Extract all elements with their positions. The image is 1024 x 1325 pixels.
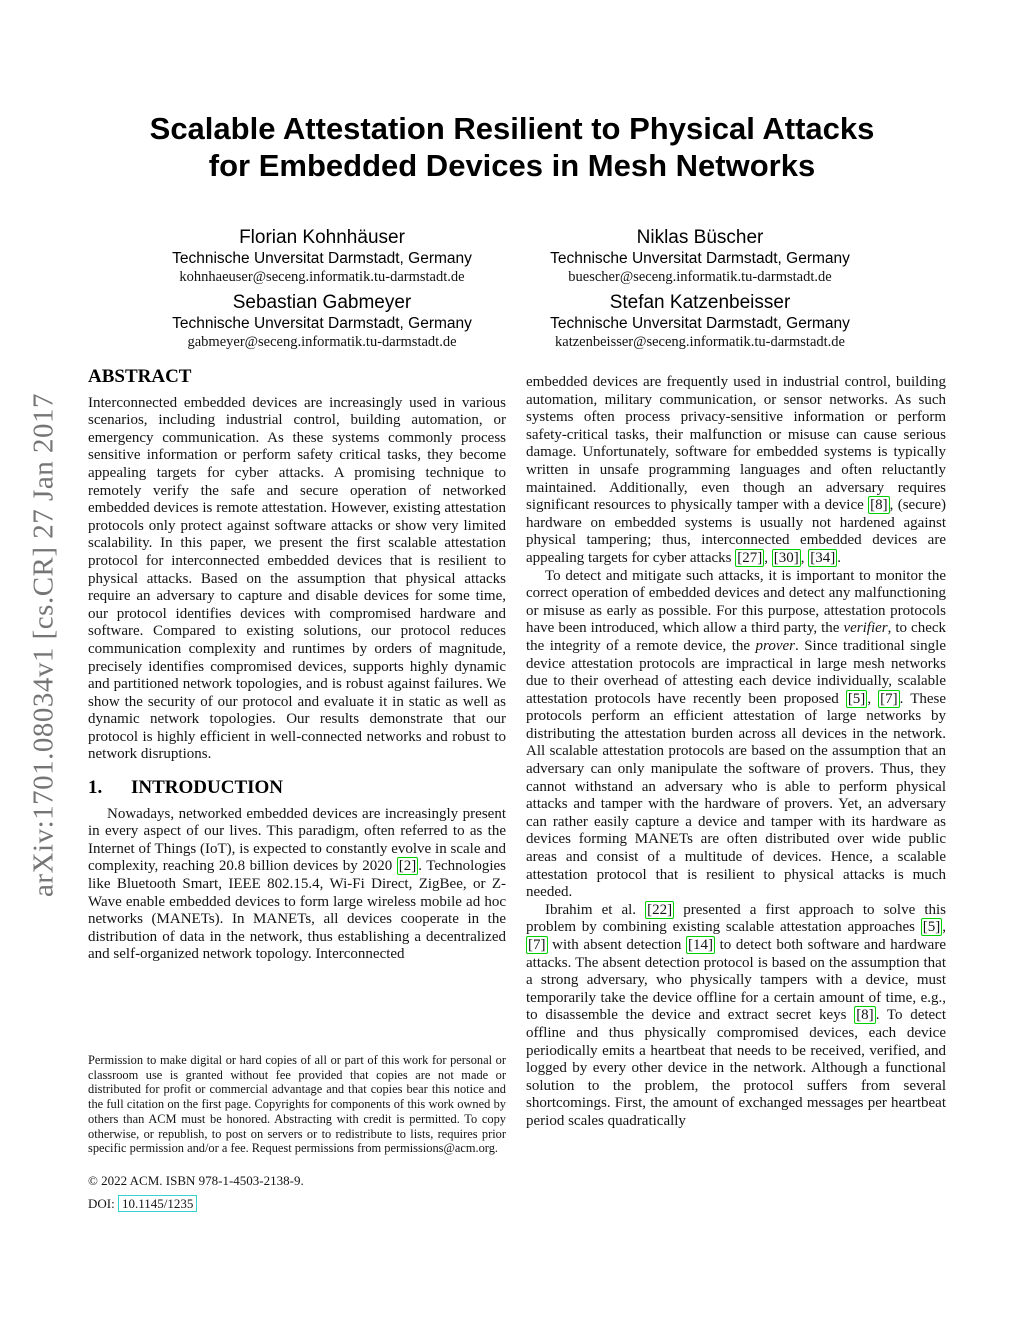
- author-affiliation: Technische Unversitat Darmstadt, Germany: [550, 250, 850, 267]
- doi-line: [88, 1196, 506, 1212]
- citation-ref-7[interactable]: [7]: [880, 690, 898, 707]
- citation-ref-2[interactable]: [2]: [398, 858, 417, 875]
- author-email: buescher@seceng.informatik.tu-darmstadt.de: [568, 269, 832, 285]
- right-paragraph-1: embedded devices are frequently used in industrial control, building automation, military communication, or sensor networks. As such systems often process privacy-sensitive information or perform safety-critical tasks, their malfunction or misuse can cause serious damage. Unfortunately, software for embedded systems is typically written in unsafe programming languages and often reluctantly maintained. Additionally, even though an adversary requires significant resources to physically tamper with a device [8] , (secure) hardware on embedded systems is usually not hardened against physical tampering; thus, interconnected embedded devices are appealing targets for cyber attacks [27] , [30] , [34] .: [526, 374, 947, 566]
- right-column: [526, 374, 946, 1131]
- abstract-text: Interconnected embedded devices are increasingly used in various scenarios, including industrial control, building automation, or emergency communication. As these systems commonly process sensitive information or perform safety critical tasks, they become appealing targets for cyber attacks. A promising technique to remotely verify the safe and secure operation of networked embedded devices is remote attestation. However, existing attestation protocols only protect against software attacks or show very limited scalability. In this paper, we present the first scalable attestation protocol for interconnected embedded devices that is resilient to physical attacks. Based on the assumption that physical attacks require an adversary to capture and disable devices for some time, our protocol identifies devices with compromised hardware and software. Compared to existing solutions, our protocol reduces communication complexity and runtimes by orders of magnitude, precisely identifies compromised devices, supports highly dynamic and partitioned network topologies, and is robust against failures. We show the security of our protocol and evaluate it in static as well as dynamic network topologies. Our results demonstrate that our protocol is highly efficient in well-connected networks and robust to network disruptions.: [88, 394, 506, 763]
- author-email: gabmeyer@seceng.informatik.tu-darmstadt.de: [187, 334, 457, 350]
- author-affiliation: Technische Unversitat Darmstadt, Germany: [172, 315, 472, 332]
- author-block-4: [485, 291, 915, 351]
- introduction-heading: [88, 779, 506, 797]
- copyright-line: © 2022 ACM. ISBN 978-1-4503-2138-9.: [88, 1172, 304, 1188]
- author-affiliation: Technische Unversitat Darmstadt, Germany: [550, 315, 850, 332]
- author-name: Florian Kohnhäuser: [239, 227, 405, 248]
- author-block-1: [107, 226, 537, 286]
- paper-title-line2: for Embedded Devices in Mesh Networks: [208, 148, 816, 183]
- right-paragraph-3: Ibrahim et al. [22] presented a first approach to solve this problem by combining existing scalable attestation approaches [5] , [7] with absent detection [14] to detect both software and hardware attacks. The absent detection protocol is based on the assumption that a strong adversary, who physically tampers with a device, must temporarily take the device offline for a certain amount of time, e.g., to disassemble the device and extract secret keys [8] . To detect offline and thus physically compromised devices, each device periodically emits a heartbeat that needs to be received, verified, and logged by every other device in the network. Although a functional solution to the problem, the protocol suffers from several shortcomings. First, the amount of exchanged messages per heartbeat period scales quadratically: [526, 901, 946, 1129]
- citation-ref-5[interactable]: [5]: [847, 690, 866, 707]
- introduction-paragraph: Nowadays, networked embedded devices are increasingly present in every aspect of our lives. This paradigm, often referred to as the Internet of Things (IoT), is expected to constantly evolve in scale and complexity, reaching 20.8 billion devices by 2020 [2] . Technologies like Bluetooth Smart, IEEE 802.15.4, Wi-Fi Direct, ZigBee, or Z-Wave enable embedded devices to form large wireless mobile ad hoc networks (MANETs). In MANETs, all devices cooperate in the distribution of data in the network, thus establishing a decentralized and self-organized network topology. Interconnected: [88, 805, 506, 963]
- author-block-3: [107, 291, 537, 351]
- abstract-heading: ABSTRACT: [88, 366, 192, 387]
- author-name: Sebastian Gabmeyer: [232, 292, 412, 313]
- doi-label: DOI:: [88, 1195, 115, 1211]
- author-block-2: [485, 226, 915, 286]
- author-email: katzenbeisser@seceng.informatik.tu-darmstadt.de: [555, 334, 845, 350]
- italic-term: prover: [755, 637, 795, 654]
- doi-link[interactable]: 10.1145/1235: [118, 1195, 197, 1212]
- paper-title: [0, 110, 1024, 184]
- author-name: Niklas Büscher: [636, 227, 764, 248]
- permission-footnote: [88, 1053, 506, 1212]
- section-number: 1.: [88, 777, 103, 799]
- author-name: Stefan Katzenbeisser: [609, 292, 791, 313]
- arxiv-watermark: arXiv:1701.08034v1 [cs.CR] 27 Jan 2017: [27, 393, 60, 897]
- right-paragraph-2: To detect and mitigate such attacks, it is important to monitor the correct operation of embedded devices and detect any malfunctioning or misuse as early as possible. For this purpose, attestation protocols have been introduced, which allow a third party, the verifier, to check the integrity of a remote device, the prover. Since traditional single device attestation protocols are impractical in large mesh networks due to their overhead of attesting each device individually, scalable attestation protocols have recently been proposed [5] , [7] . These protocols perform an efficient attestation of large networks by distributing the attestation burden across all devices in the network. All scalable attestation protocols are based on the assumption that an adversary can only manipulate the software of provers. Thus, they cannot withstand an adversary who is able to perform physical attacks and tamper with the hardware of provers. Yet, an adversary can rather easily capture a device and tamper with its hardware as devices forming MANETs are often distributed over wide public areas and consist of a multitude of devices. Hence, a scalable attestation protocol that is resilient to physical attacks is much needed.: [526, 567, 947, 901]
- citation-ref-22[interactable]: [22]: [647, 901, 673, 918]
- citation-ref-27[interactable]: [27]: [737, 549, 763, 566]
- citation-ref-7[interactable]: [7]: [528, 937, 546, 953]
- citation-ref-5[interactable]: [5]: [922, 919, 941, 936]
- citation-ref-8[interactable]: [8]: [856, 1007, 874, 1024]
- citation-ref-30[interactable]: [30]: [773, 549, 799, 566]
- left-column: [88, 368, 506, 964]
- author-affiliation: Technische Unversitat Darmstadt, Germany: [172, 250, 472, 267]
- paper-title-line1: Scalable Attestation Resilient to Physical Attacks: [149, 111, 875, 146]
- citation-ref-8[interactable]: [8]: [870, 497, 888, 514]
- citation-ref-14[interactable]: [14]: [687, 937, 713, 953]
- citation-ref-34[interactable]: [34]: [810, 549, 836, 566]
- permission-text: Permission to make digital or hard copies of all or part of this work for personal or classroom use is granted without fee provided that copies are not made or distributed for profit or commercial advantage and that copies bear this notice and the full citation on the first page. Copyrights for components of this work owned by others than ACM must be honored. Abstracting with credit is permitted. To copy otherwise, or republish, to post on servers or to redistribute to lists, requires prior specific permission and/or a fee. Request permissions from permissions@acm.org.: [88, 1053, 506, 1156]
- italic-term: verifier: [843, 620, 888, 637]
- section-title: INTRODUCTION: [131, 777, 284, 799]
- author-email: kohnhaeuser@seceng.informatik.tu-darmstadt.de: [179, 269, 465, 285]
